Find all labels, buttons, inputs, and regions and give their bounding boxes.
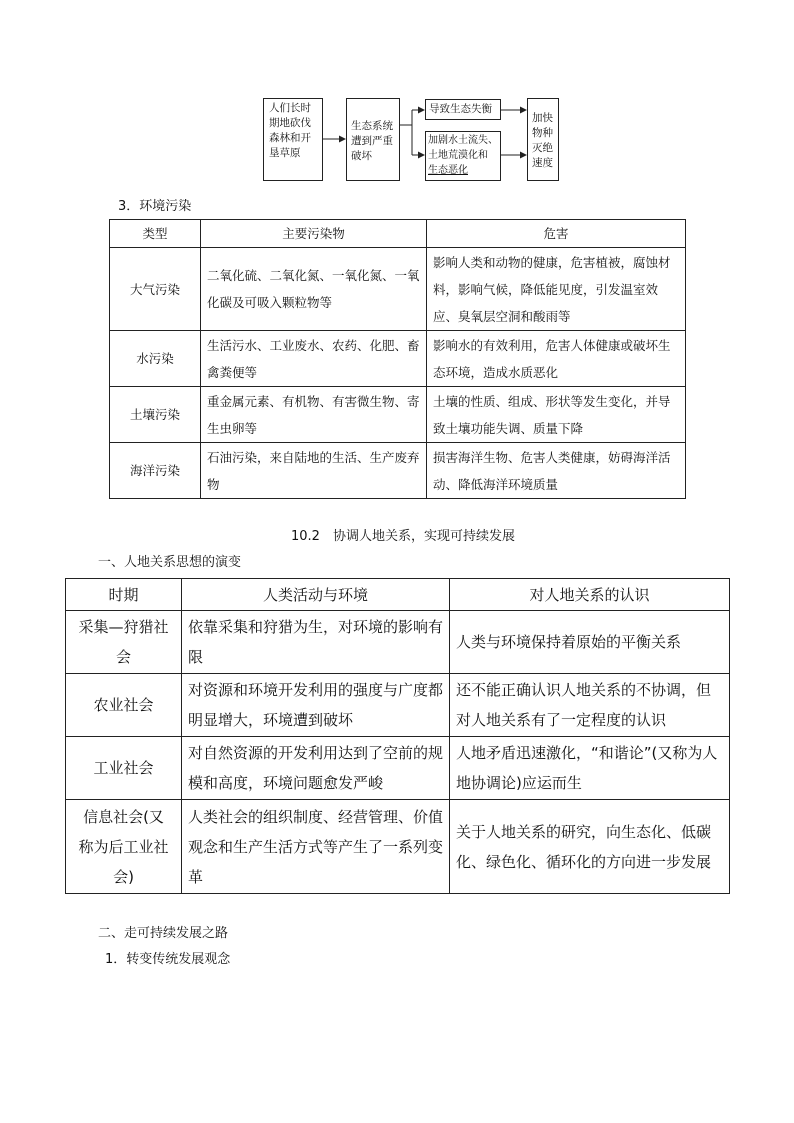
part1-heading: 一、人地关系思想的演变 [98,555,242,570]
table-row [66,737,730,800]
type-cell: 水污染 [110,331,201,387]
flow-box-bottom: 加剧水土流失、 土地荒漠化和 生态恶化 [425,131,501,181]
period-cell: 信息社会(又称为后工业社会) [66,800,182,894]
flow-box-middle: 生态系统 遭到严重 破坏 [346,98,400,181]
header-period: 时期 [66,579,182,611]
harm-cell: 损害海洋生物、危害人类健康，妨碍海洋活动、降低海洋环境质量 [427,443,686,499]
header-type: 类型 [110,220,201,248]
pollutants-cell: 石油污染，来自陆地的生活、生产废弃物 [201,443,427,499]
table-row [110,248,686,331]
header-harm: 危害 [427,220,686,248]
section-title: 10.2 协调人地关系，实现可持续发展 [291,529,515,544]
harm-cell: 影响水的有效利用，危害人体健康或破坏生态环境，造成水质恶化 [427,331,686,387]
part2-subheading: 1．转变传统发展观念 [105,952,231,967]
relation-table [65,578,730,894]
header-pollutants: 主要污染物 [201,220,427,248]
section3-heading: 3．环境污染 [118,199,192,214]
flow-box-top: 导致生态失衡 [425,99,501,120]
table-row [110,387,686,443]
table-row [110,443,686,499]
view-cell: 还不能正确认识人地关系的不协调，但对人地关系有了一定程度的认识 [450,674,730,737]
table-row [66,800,730,894]
header-activity: 人类活动与环境 [182,579,450,611]
view-cell: 人类与环境保持着原始的平衡关系 [450,611,730,674]
type-cell: 土壤污染 [110,387,201,443]
table-row [66,611,730,674]
period-cell: 农业社会 [66,674,182,737]
pollution-table [109,219,686,499]
view-cell: 关于人地关系的研究，向生态化、低碳化、绿色化、循环化的方向进一步发展 [450,800,730,894]
header-view: 对人地关系的认识 [450,579,730,611]
table-header-row [110,220,686,248]
period-cell: 采集—狩猎社会 [66,611,182,674]
table-row [66,674,730,737]
harm-cell: 影响人类和动物的健康，危害植被，腐蚀材料，影响气候，降低能见度，引发温室效应、臭氧层空洞和酸雨等 [427,248,686,331]
type-cell: 大气污染 [110,248,201,331]
period-cell: 工业社会 [66,737,182,800]
pollutants-cell: 二氧化硫、二氧化氮、一氧化氮、一氧化碳及可吸入颗粒物等 [201,248,427,331]
flow-box-start: 人们长时 期地砍伐 森林和开 垦草原 [263,98,323,181]
activity-cell: 依靠采集和狩猎为生，对环境的影响有限 [182,611,450,674]
harm-cell: 土壤的性质、组成、形状等发生变化，并导致土壤功能失调、质量下降 [427,387,686,443]
flow-arrows [0,0,794,200]
flow-box-end: 加快 物种 灭绝 速度 [527,98,559,181]
table-header-row [66,579,730,611]
pollutants-cell: 重金属元素、有机物、有害微生物、寄生虫卵等 [201,387,427,443]
activity-cell: 对自然资源的开发利用达到了空前的规模和高度，环境问题愈发严峻 [182,737,450,800]
activity-cell: 人类社会的组织制度、经营管理、价值观念和生产生活方式等产生了一系列变革 [182,800,450,894]
activity-cell: 对资源和环境开发利用的强度与广度都明显增大，环境遭到破坏 [182,674,450,737]
view-cell: 人地矛盾迅速激化，“和谐论”(又称为人地协调论)应运而生 [450,737,730,800]
pollutants-cell: 生活污水、工业废水、农药、化肥、畜禽粪便等 [201,331,427,387]
part2-heading: 二、走可持续发展之路 [98,926,229,941]
type-cell: 海洋污染 [110,443,201,499]
table-row [110,331,686,387]
